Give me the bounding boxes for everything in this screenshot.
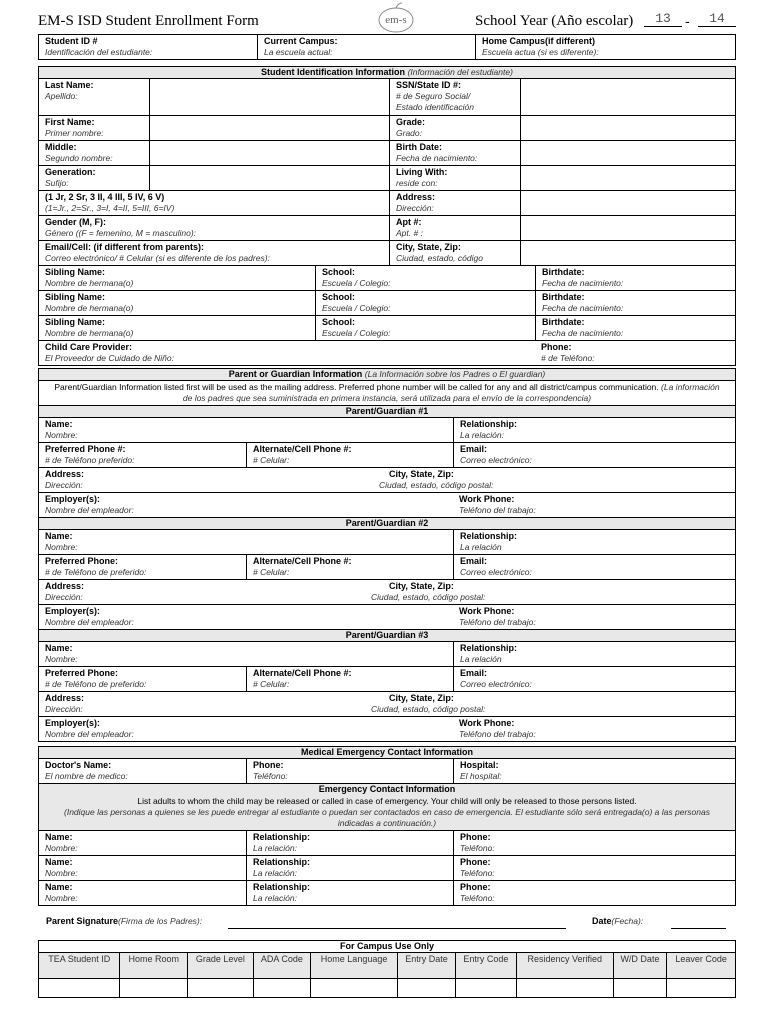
student-section-heading: Student Identification Information (Información del estudiante) (39, 67, 735, 78)
col-entry-code: Entry Code (455, 953, 516, 979)
generation-input[interactable] (149, 166, 389, 190)
parent-section-heading: Parent or Guardian Information (La Información sobre los Padres o El guardian) (39, 369, 735, 380)
city-state-zip-input[interactable] (520, 241, 735, 265)
school-year-label: School Year (Año escolar) (475, 13, 634, 29)
form-title: EM-S ISD Student Enrollment Form (38, 13, 259, 29)
guardian-3-employer[interactable]: Employer(s): Nombre del empleador: (45, 718, 134, 739)
emergency-note: List adults to whom the child may be released or called in case of emergency. Your child will only be released to those persons listed. (Indique las personas a quienes se les puede entregar al estudiante o puedan ser contactados en caso de emergencia. El estudiante sólo será entregada(o) a las personas indicadas a continuación.) (39, 795, 735, 830)
table-row (39, 953, 735, 979)
campus-id-section (38, 34, 736, 60)
sibling-school-3[interactable]: School: Escuela / Colegio: (315, 316, 535, 340)
guardian-1-employer[interactable]: Employer(s): Nombre del empleador: (45, 494, 134, 515)
guardian-2-alt-phone[interactable]: Alternate/Cell Phone #: # Celular: (246, 555, 453, 579)
student-id-field[interactable]: Student ID # Identificación del estudiante: (45, 36, 153, 57)
student-email-field[interactable]: Email/Cell: (if different from parents): Correo electrónico/ # Celular (si es diferente de los padres): (45, 242, 270, 263)
sibling-birthdate-3[interactable]: Birthdate: Fecha de nacimiento: (535, 316, 735, 340)
guardian-3-city[interactable]: City, State, Zip: Ciudad, estado, código postal: (371, 693, 486, 714)
col-residency: Residency Verified (516, 953, 613, 979)
guardian-3-heading: Parent/Guardian #3 (39, 629, 735, 641)
guardian-1-address[interactable]: Address: Dirección: (45, 469, 85, 490)
campus-use-heading: For Campus Use Only (39, 941, 735, 952)
doctor-name-field[interactable]: Doctor's Name: El nombre de medico: (45, 760, 128, 781)
emergency-phone-1[interactable]: Phone: Teléfono: (453, 831, 735, 855)
guardian-1-work-phone[interactable]: Work Phone: Teléfono del trabajo: (459, 494, 536, 515)
emergency-heading: Emergency Contact Information (39, 783, 735, 795)
guardian-1-city[interactable]: City, State, Zip: Ciudad, estado, código postal: (379, 469, 494, 490)
guardian-3-alt-phone[interactable]: Alternate/Cell Phone #: # Celular: (246, 667, 453, 691)
guardian-2-name[interactable]: Name: Nombre: (45, 531, 78, 552)
parent-note: Parent/Guardian Information listed first will be used as the mailing address. Preferred phone number will be called for any and all district/campus communication. (La información de los padres que sea suministrada en primera instancia, será utilizada para el envío de la correspondencia) (39, 380, 735, 405)
guardian-2-relationship[interactable]: Relationship: La relación (453, 530, 735, 554)
child-care-phone-field[interactable]: Phone: # de Teléfono: (541, 342, 595, 363)
birth-date-input[interactable] (520, 141, 735, 165)
emergency-phone-2[interactable]: Phone: Teléfono: (453, 856, 735, 880)
col-wd-date: W/D Date (613, 953, 667, 979)
child-care-provider-field[interactable]: Child Care Provider: El Proveedor de Cuidado de Niño: (45, 342, 174, 363)
guardian-1-preferred-phone[interactable]: Preferred Phone #: # de Teléfono preferido: (45, 444, 135, 465)
living-with-input[interactable] (520, 166, 735, 190)
sibling-name-3[interactable]: Sibling Name: Nombre de hermana(o) (45, 317, 134, 338)
table-row (39, 979, 735, 997)
middle-name-input[interactable] (149, 141, 389, 165)
emergency-name-2[interactable]: Name: Nombre: (45, 857, 78, 878)
year-end-field[interactable]: 14 (698, 11, 736, 27)
campus-use-section (38, 940, 736, 998)
col-tea-id: TEA Student ID (39, 953, 120, 979)
signature-label: Parent Signature (46, 916, 119, 926)
guardian-3-work-phone[interactable]: Work Phone: Teléfono del trabajo: (459, 718, 536, 739)
year-dash: - (685, 13, 690, 29)
emergency-name-3[interactable]: Name: Nombre: (45, 882, 78, 903)
sibling-name-2[interactable]: Sibling Name: Nombre de hermana(o) (45, 292, 134, 313)
signature-row: Parent Signature(Firma de los Padres): Date(Fecha): (46, 916, 726, 930)
current-campus-field[interactable]: Current Campus: La escuela actual: (257, 35, 475, 59)
guardian-1-relationship[interactable]: Relationship: La relación: (453, 418, 735, 442)
first-name-input[interactable] (149, 116, 389, 140)
emergency-relationship-3[interactable]: Relationship: La relación: (246, 881, 453, 905)
emergency-relationship-1[interactable]: Relationship: La relación: (246, 831, 453, 855)
guardian-2-city[interactable]: City, State, Zip: Ciudad, estado, código postal: (371, 581, 486, 602)
medical-section (38, 746, 736, 906)
guardian-2-heading: Parent/Guardian #2 (39, 517, 735, 529)
address-input[interactable] (520, 191, 735, 215)
apple-logo-icon (371, 2, 421, 34)
emergency-relationship-2[interactable]: Relationship: La relación: (246, 856, 453, 880)
guardian-1-heading: Parent/Guardian #1 (39, 405, 735, 417)
guardian-1-name[interactable]: Name: Nombre: (45, 419, 78, 440)
year-start-field[interactable]: 13 (644, 11, 682, 27)
student-info-section: Student Identification Information (Información del estudiante) Last Name: Apellido: First Name: Primer nombre: Middle: Segundo nombre: Generation: Sufijo: (1 Jr, 2 Sr, 3 II, 4 III, 5 IV, 6 V) (1=Jr., 2=Sr., 3=I, 4=II, 5=III, 6=IV) Gender (M, F): Género ((F = femenino, M = masculino): Email/Cell: (if different from parents): Correo electrónico/ # Celular (si es diferente de los padres): SSN/State ID #: # de Seguro Social/ Estado identificación Grade: Grado: Birth Date: Fecha de nacimiento: Living With: reside con: Address: Dirección: Apt #: Apt. # : City, State, Zip: Ciudad, estado, código Sibling Name: Nombre de hermana(o) School: Escuela / Colegio: Birthdate: Fecha de nacimiento: Sibling Name: Nombre de hermana(o) School: Escuela / Colegio: Birthdate: Fecha de nacimiento: Sibling Name: Nombre de hermana(o) School: Escuela / Colegio: Birthdate: Fecha de nacimiento: Child Care Provider: El Proveedor de Cuidado de Niño: Phone: # de Teléfono: (38, 66, 736, 366)
doctor-phone-field[interactable]: Phone: Teléfono: (246, 759, 453, 783)
apt-input[interactable] (520, 216, 735, 240)
guardian-2-work-phone[interactable]: Work Phone: Teléfono del trabajo: (459, 606, 536, 627)
col-home-language: Home Language (311, 953, 398, 979)
svg-text:em-s: em-s (385, 14, 407, 26)
guardian-3-email[interactable]: Email: Correo electrónico: (453, 667, 735, 691)
campus-use-table (39, 952, 735, 997)
guardian-3-preferred-phone[interactable]: Preferred Phone: # de Teléfono de preferido: (45, 668, 147, 689)
guardian-2-address[interactable]: Address: Dirección: (45, 581, 85, 602)
col-grade-level: Grade Level (188, 953, 254, 979)
sibling-birthdate-1[interactable]: Birthdate: Fecha de nacimiento: (535, 266, 735, 290)
hospital-field[interactable]: Hospital: El hospital: (453, 759, 735, 783)
guardian-1-alt-phone[interactable]: Alternate/Cell Phone #: # Celular: (246, 443, 453, 467)
guardian-2-email[interactable]: Email: Correo electrónico: (453, 555, 735, 579)
emergency-phone-3[interactable]: Phone: Teléfono: (453, 881, 735, 905)
emergency-name-1[interactable]: Name: Nombre: (45, 832, 78, 853)
col-home-room: Home Room (120, 953, 188, 979)
guardian-3-name[interactable]: Name: Nombre: (45, 643, 78, 664)
form-header (38, 8, 738, 34)
sibling-school-2[interactable]: School: Escuela / Colegio: (315, 291, 535, 315)
gender-field[interactable]: Gender (M, F): Género ((F = femenino, M = masculino): (45, 217, 197, 238)
home-campus-field[interactable]: Home Campus(if different) Escuela actua (si es diferente): (475, 35, 735, 59)
guardian-3-relationship[interactable]: Relationship: La relación (453, 642, 735, 666)
medical-heading: Medical Emergency Contact Information (39, 747, 735, 758)
parent-info-section (38, 368, 736, 742)
col-leaver-code: Leaver Code (667, 953, 735, 979)
guardian-2-preferred-phone[interactable]: Preferred Phone: # de Teléfono de preferido: (45, 556, 147, 577)
col-ada-code: ADA Code (253, 953, 310, 979)
sibling-birthdate-2[interactable]: Birthdate: Fecha de nacimiento: (535, 291, 735, 315)
col-entry-date: Entry Date (398, 953, 456, 979)
guardian-1-email[interactable]: Email: Correo electrónico: (453, 443, 735, 467)
guardian-3-address[interactable]: Address: Dirección: (45, 693, 85, 714)
date-line[interactable] (671, 928, 726, 929)
sibling-school-1[interactable]: School: Escuela / Colegio: (315, 266, 535, 290)
grade-input[interactable] (520, 116, 735, 140)
signature-line[interactable] (228, 928, 566, 929)
sibling-name-1[interactable]: Sibling Name: Nombre de hermana(o) (45, 267, 134, 288)
grade-code-field[interactable]: (1 Jr, 2 Sr, 3 II, 4 III, 5 IV, 6 V) (1=Jr., 2=Sr., 3=I, 4=II, 5=III, 6=IV) (45, 192, 175, 213)
last-name-input[interactable] (149, 79, 389, 115)
guardian-2-employer[interactable]: Employer(s): Nombre del empleador: (45, 606, 134, 627)
date-label: Date(Fecha): (592, 916, 644, 926)
ssn-input[interactable] (520, 79, 735, 115)
